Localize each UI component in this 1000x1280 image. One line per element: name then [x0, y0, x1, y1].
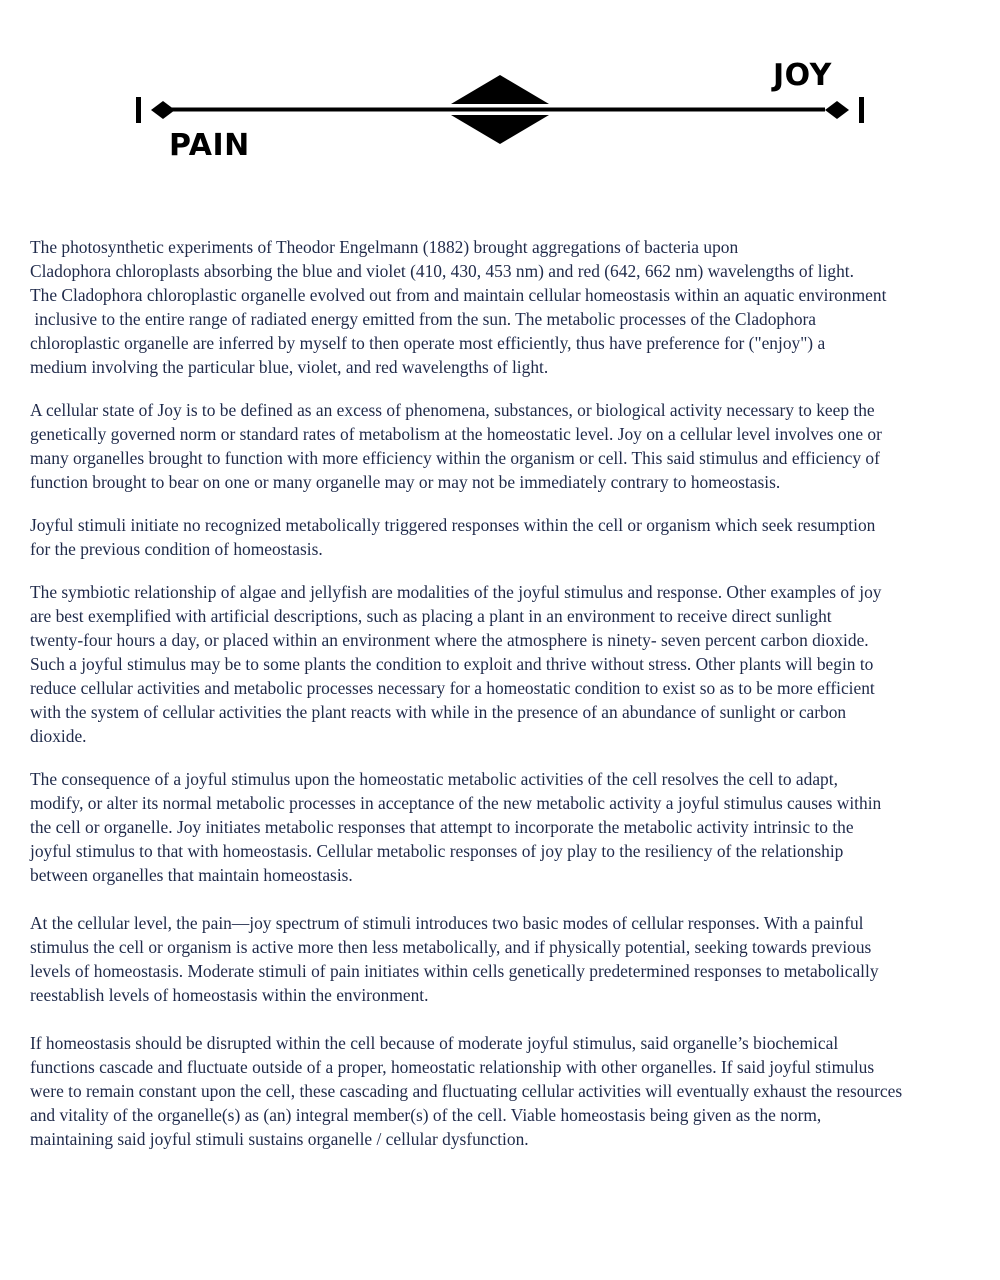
text-line: are best exemplified with artificial descriptions, such as placing a plant in an environment to receive direct sunlight — [30, 606, 832, 626]
left-arrow-head — [151, 101, 175, 119]
text-line: inclusive to the entire range of radiated energy emitted from the sun. The metabolic processes of the Cladophora — [30, 309, 817, 329]
text-line: At the cellular level, the pain—joy spectrum of stimuli introduces two basic modes of cellular responses. With a painful — [30, 913, 864, 933]
text-line: dioxide. — [30, 726, 87, 746]
paragraph-engelmann — [30, 235, 990, 379]
text-line: function brought to bear on one or many organelle may or may not be immediately contrary to homeostasis. — [30, 472, 781, 492]
text-line: Such a joyful stimulus may be to some plants the condition to exploit and thrive without stress. Other plants will begin to — [30, 654, 874, 674]
pain-label: PAIN — [169, 128, 250, 163]
paragraph-spacer — [30, 887, 990, 911]
text-line: If homeostasis should be disrupted within the cell because of moderate joyful stimulus, said organelle’s biochemical — [30, 1033, 839, 1053]
paragraph-joyful-stimuli — [30, 513, 990, 561]
center-marker-lower — [451, 115, 549, 144]
paragraph-joy-definition — [30, 398, 990, 494]
paragraph-symbiotic-relationship — [30, 580, 990, 748]
text-line: The consequence of a joyful stimulus upon the homeostatic metabolic activities of the cell resolves the cell to adapt, — [30, 769, 838, 789]
right-end-bar — [859, 97, 864, 123]
text-line: A cellular state of Joy is to be defined as an excess of phenomena, substances, or biological activity necessary to keep the — [30, 400, 875, 420]
text-line: reestablish levels of homeostasis within the environment. — [30, 985, 429, 1005]
text-line: and vitality of the organelle(s) as (an) integral member(s) of the cell. Viable homeostasis being given as the norm, — [30, 1105, 822, 1125]
left-end-bar — [136, 97, 141, 123]
text-line: levels of homeostasis. Moderate stimuli of pain initiates within cells genetically predetermined responses to metabolically — [30, 961, 879, 981]
center-marker-upper — [451, 75, 549, 104]
text-line: reduce cellular activities and metabolic processes necessary for a homeostatic condition to exist so as to be more efficient — [30, 678, 875, 698]
paragraph-pain-joy-spectrum — [30, 911, 990, 1007]
text-line: chloroplastic organelle are inferred by myself to then operate most efficiently, thus have preference for ("enjoy") a — [30, 333, 826, 353]
text-line: for the previous condition of homeostasis. — [30, 539, 323, 559]
paragraph-homeostasis-disruption — [30, 1031, 990, 1151]
joy-label: JOY — [773, 58, 832, 93]
text-line: joyful stimulus to that with homeostasis. Cellular metabolic responses of joy play to the resiliency of the relationship — [30, 841, 844, 861]
paragraph-spacer — [30, 748, 990, 767]
text-line: between organelles that maintain homeostasis. — [30, 865, 353, 885]
text-line: functions cascade and fluctuate outside of a proper, homeostatic relationship with other organelles. If said joyful stimulus — [30, 1057, 875, 1077]
document-body — [30, 235, 990, 1151]
text-line: the cell or organelle. Joy initiates metabolic responses that attempt to incorporate the metabolic activity intrinsic to the — [30, 817, 854, 837]
text-line: were to remain constant upon the cell, these cascading and fluctuating cellular activities will eventually exhaust the resources — [30, 1081, 903, 1101]
pain-joy-spectrum-diagram — [0, 0, 1000, 200]
paragraph-spacer — [30, 379, 990, 398]
text-line: The symbiotic relationship of algae and jellyfish are modalities of the joyful stimulus and response. Other examples of joy — [30, 582, 882, 602]
text-line: stimulus the cell or organism is active more then less metabolically, and if physically potential, seeking towards previous — [30, 937, 872, 957]
spectrum-graphic — [0, 0, 1000, 200]
right-arrow-head — [825, 101, 849, 119]
paragraph-consequence — [30, 767, 990, 887]
paragraph-spacer — [30, 1007, 990, 1031]
paragraph-spacer — [30, 494, 990, 513]
text-line: The Cladophora chloroplastic organelle evolved out from and maintain cellular homeostasis within an aquatic environment — [30, 285, 887, 305]
paragraph-spacer — [30, 561, 990, 580]
text-line: modify, or alter its normal metabolic processes in acceptance of the new metabolic activity a joyful stimulus causes within — [30, 793, 882, 813]
text-line: maintaining said joyful stimuli sustains organelle / cellular dysfunction. — [30, 1129, 529, 1149]
text-line: many organelles brought to function with more efficiency within the organism or cell. This said stimulus and efficiency of — [30, 448, 880, 468]
text-line: medium involving the particular blue, violet, and red wavelengths of light. — [30, 357, 549, 377]
text-line: genetically governed norm or standard rates of metabolism at the homeostatic level. Joy on a cellular level involves one or — [30, 424, 882, 444]
text-line: with the system of cellular activities the plant reacts with while in the presence of an abundance of sunlight or carbon — [30, 702, 847, 722]
text-line: Joyful stimuli initiate no recognized metabolically triggered responses within the cell or organism which seek resumption — [30, 515, 876, 535]
text-line: Cladophora chloroplasts absorbing the blue and violet (410, 430, 453 nm) and red (642, 662 nm) wavelengths of light. — [30, 261, 854, 281]
text-line: The photosynthetic experiments of Theodor Engelmann (1882) brought aggregations of bacteria upon — [30, 237, 739, 257]
text-line: twenty-four hours a day, or placed within an environment where the atmosphere is ninety- seven percent carbon dioxide. — [30, 630, 869, 650]
spectrum-axis-line — [165, 108, 825, 112]
